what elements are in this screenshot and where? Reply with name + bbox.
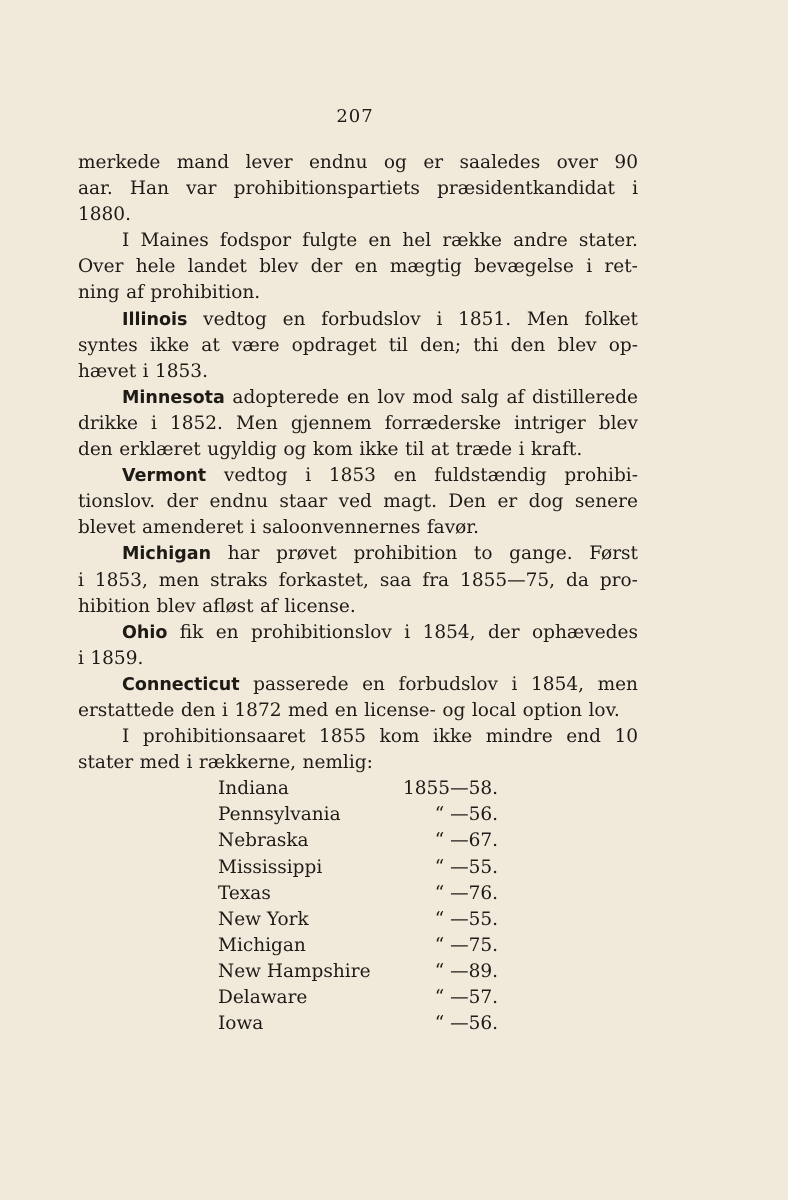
word: saaledes [459,152,541,173]
word: forbudslov [398,673,498,695]
word: hævet [78,360,137,382]
word: prohibitionslov [251,621,392,643]
word: forbudslov [321,308,421,330]
word: blevet [78,517,136,539]
state-list-years: “ —75. [434,934,498,956]
paragraph [78,307,638,385]
text-line [78,750,638,776]
word: ikke [432,726,473,748]
word: blev [598,412,638,434]
state-list-name: Delaware [218,987,308,1008]
state-list-name: Nebraska [218,830,309,852]
text-line [78,202,638,228]
word: ved [338,491,372,513]
word: ikke [359,439,399,461]
state-list-years: “ —67. [434,830,498,852]
word: i [511,673,518,695]
word: ret- [604,256,638,278]
word: i [632,178,638,200]
paragraph [78,150,638,228]
word: prohibition [353,543,458,565]
word: merkede [78,152,161,173]
body-text [78,150,638,1037]
word: gange. [509,543,573,565]
state-list-name: Iowa [218,1013,264,1035]
word: lov [377,386,405,408]
word: prohibi- [564,465,638,487]
word: Han [129,178,169,200]
word: amenderet [142,517,244,539]
word: passerede [253,673,349,695]
word: en [368,230,392,252]
word: 1855—75, [460,569,556,591]
word: syntes [78,334,138,356]
word: 1855 [318,726,367,748]
text-line [78,489,638,515]
word: men [158,569,200,591]
word: af [260,595,278,617]
text-line [78,333,638,359]
word: 1854, [422,621,476,643]
word: erklæret [119,439,201,461]
word: favør. [426,517,479,539]
word: i [222,699,228,721]
word: I [122,230,130,252]
state-list-row [78,1011,638,1037]
word: den [78,439,113,461]
text-line [78,359,638,385]
word: mod [412,386,453,408]
state-list-row [78,959,638,985]
word: magt. [383,491,437,513]
word: en [346,386,370,408]
word: blev [156,595,196,617]
word: at [201,334,220,356]
state-list-years: “ —55. [434,856,498,878]
word: i [151,412,157,434]
state-list-years: “ —56. [434,1013,498,1035]
state-name-lead: Illinois [122,309,188,330]
word: blev [259,256,299,278]
state-list-name: New York [218,908,309,930]
word: 10 [614,726,638,748]
word: en [393,465,417,487]
word: 90 [614,152,638,173]
word: den [510,334,546,356]
word: license. [284,595,356,617]
word: i [305,465,312,487]
word: lov. [588,699,620,721]
word: en [215,621,239,643]
word: blev [557,334,597,356]
word: distillerede [532,386,638,408]
word: af [506,386,525,408]
word: i [142,360,149,382]
word: være [231,334,280,356]
word: prohibitionspartiets [233,178,420,200]
state-list-row [78,907,638,933]
word: har [227,543,260,565]
word: endnu [308,152,368,173]
word: præsidentkandidat [437,178,615,200]
text-line [78,280,638,306]
word: Maines [140,230,209,252]
state-list-name: Pennsylvania [218,804,341,826]
word: pro- [599,569,638,591]
word: Den [448,491,487,513]
word: endnu [209,491,269,513]
word: 1853 [328,465,376,487]
word: ugyldig [207,439,277,461]
state-list-years: “ —57. [434,987,498,1008]
text-line [78,254,638,280]
word: kraft. [531,439,583,461]
word: ikke [149,334,190,356]
word: hibition [78,595,150,617]
word: kom [379,726,420,748]
word: 1853, [94,569,148,591]
word: local [471,699,517,721]
word: gjennem [290,412,372,434]
text-line [78,724,638,750]
word: thi [473,334,499,356]
word: erstattede [78,699,175,721]
paragraph [78,228,638,306]
word: to [473,543,493,565]
word: række [442,230,502,252]
word: i [518,439,525,461]
word: folket [584,308,638,330]
word: vedtog [203,308,267,330]
state-name-lead: Connecticut [122,674,240,695]
state-list-row [78,802,638,828]
word: hele [135,256,176,278]
text-line [78,385,638,411]
state-list-row [78,985,638,1011]
paragraph [78,724,638,776]
word: i [78,569,84,591]
word: der [166,491,199,513]
word: med [287,699,329,721]
state-list-years: “ —89. [434,960,498,982]
word: op- [608,334,638,356]
word: ning [78,282,120,304]
word: fodspor [219,230,292,252]
word: var [186,178,217,200]
state-list-years: “ —55. [434,908,498,930]
word: I [122,726,130,748]
text-line [78,620,638,646]
word: saa [379,569,412,591]
word: Først [589,543,638,565]
state-list-years: 1855—58. [402,778,498,800]
state-name-lead: Michigan [122,544,212,565]
word: rækkerne, [198,752,297,774]
word: men [597,673,638,695]
word: hel [402,230,432,252]
text-line [78,541,638,567]
paragraph [78,463,638,541]
word: 1854, [531,673,584,695]
word: da [566,569,589,591]
word: staar [279,491,328,513]
word: en [362,673,385,695]
text-line [78,411,638,437]
word: Over [78,256,124,278]
word: i [249,517,256,539]
word: af [126,282,144,304]
word: der [310,256,343,278]
state-list-row [78,855,638,881]
word: til [388,334,408,356]
word: 1851. [458,308,512,330]
state-name-lead: Minnesota [122,387,225,408]
word: opdraget [291,334,377,356]
text-line [78,672,638,698]
state-list-row [78,828,638,854]
word: til [404,439,425,461]
state-list-years: “ —76. [434,882,498,904]
word: en [282,308,306,330]
word: 1852. [169,412,223,434]
word: fulgte [302,230,358,252]
word: straks [210,569,268,591]
word: forkastet, [278,569,369,591]
word: den [180,699,216,721]
word: i [78,647,84,669]
state-list-years: “ —56. [434,804,498,826]
text-line [78,150,638,176]
paragraph [78,620,638,672]
word: stater [78,752,134,774]
word: at [430,439,450,461]
text-line [78,307,638,333]
word: i [436,308,443,330]
state-list-name: Indiana [218,778,289,800]
word: 1859. [90,647,144,669]
state-list-name: Mississippi [218,856,323,878]
word: stater. [578,230,638,252]
word: ophævedes [532,621,638,643]
word: i [186,752,193,774]
text-line [78,437,638,463]
word: senere [574,491,638,513]
word: fik [179,621,204,643]
state-list [78,776,638,1037]
word: en [354,256,378,278]
word: landet [187,256,247,278]
paragraph [78,385,638,463]
word: og [442,699,466,721]
word: fra [422,569,450,591]
word: tionslov. [78,491,156,513]
word: nemlig: [302,752,373,774]
state-name-lead: Ohio [122,622,168,643]
word: prøvet [276,543,337,565]
word: 1872 [234,699,282,721]
word: 1853. [155,360,208,382]
word: fuldstændig [434,465,547,487]
word: mægtig [389,256,462,278]
word: prohibitionsaaret [142,726,306,748]
word: træde [455,439,513,461]
page-number: 207 [336,106,374,127]
word: en [334,699,358,721]
state-list-name: Michigan [218,934,306,956]
text-line [78,646,638,672]
word: saloonvennernes [262,517,421,539]
word: mand [176,152,230,173]
word: forræderske [384,412,502,434]
state-list-name: Texas [218,882,271,904]
state-name-lead: Vermont [122,466,207,487]
word: andre [513,230,568,252]
word: kom [312,439,353,461]
text-line [78,176,638,202]
state-list-row [78,933,638,959]
word: lever [245,152,293,173]
word: Men [526,308,569,330]
word: end [566,726,601,748]
word: aar. [78,178,113,200]
state-list-row [78,776,638,802]
text-line [78,228,638,254]
word: afløst [202,595,254,617]
word: option [522,699,583,721]
paragraph [78,672,638,724]
word: er [497,491,518,513]
state-list-row [78,881,638,907]
word: er [423,152,444,173]
word: adopterede [232,386,340,408]
word: og [383,152,407,173]
word: prohibition. [150,282,261,304]
word: salg [460,386,499,408]
word: i [404,621,411,643]
word: mindre [485,726,553,748]
word: og [283,439,307,461]
word: intriger [514,412,586,434]
text-line [78,698,638,724]
word: over [556,152,599,173]
word: 1880. [78,204,131,226]
word: vedtog [223,465,288,487]
word: den; [420,334,462,356]
word: der [487,621,520,643]
word: Men [235,412,278,434]
state-list-name: New Hampshire [218,960,371,982]
text-line [78,463,638,489]
text-line [78,594,638,620]
text-line [78,515,638,541]
word: drikke [78,412,138,434]
word: med [139,752,180,774]
word: i [586,256,593,278]
word: dog [528,491,564,513]
word: license- [364,699,436,721]
paragraph [78,541,638,619]
text-line [78,568,638,594]
word: bevægelse [474,256,574,278]
